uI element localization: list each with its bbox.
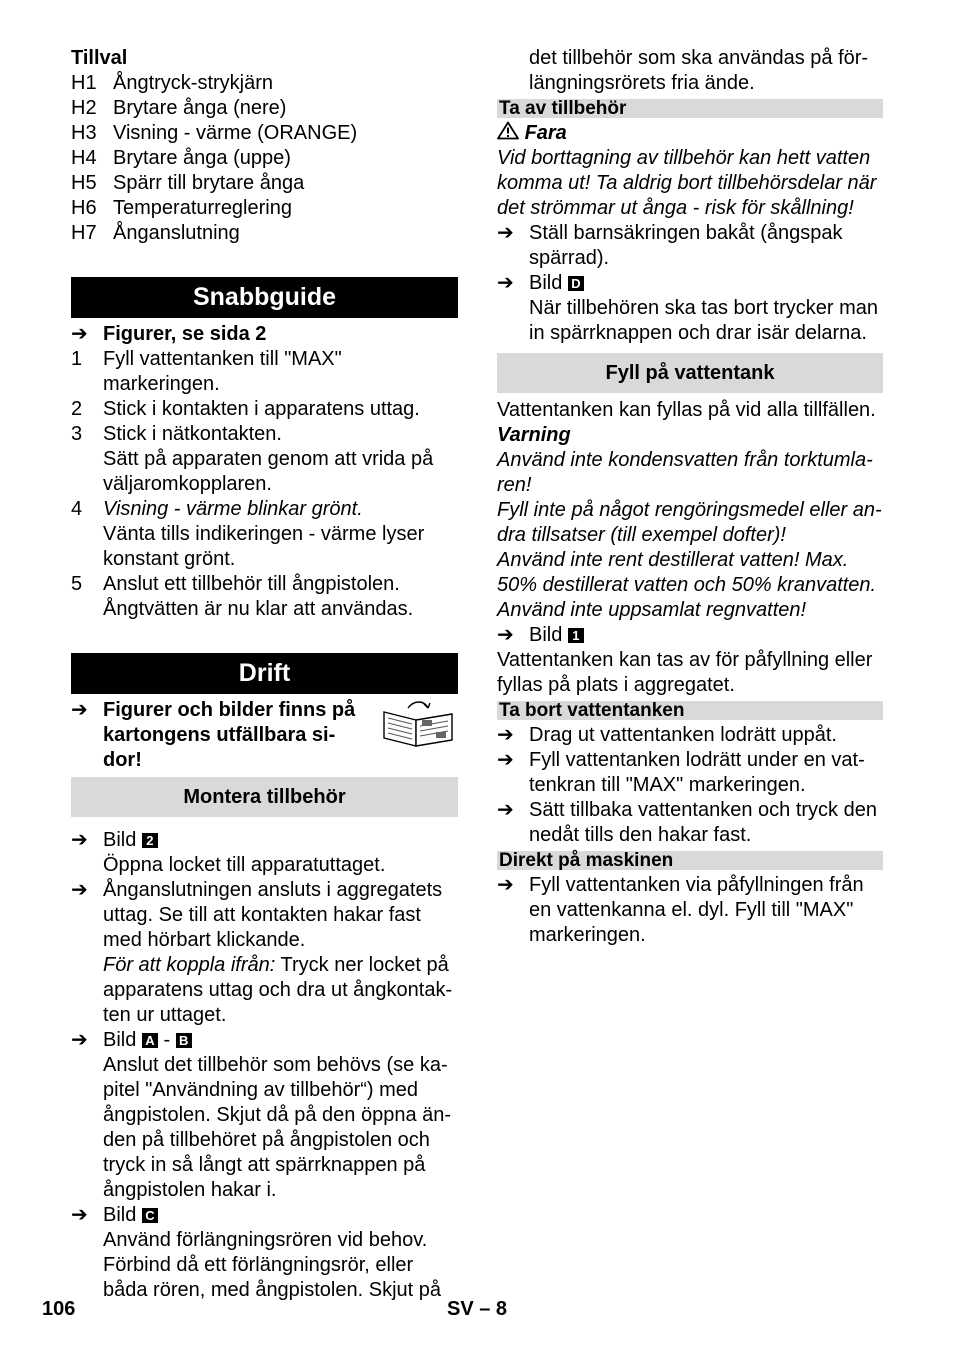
varning-1: Använd inte kondensvatten från torktumla-ren!	[497, 449, 873, 496]
montera-heading: Montera tillbehör	[71, 777, 458, 817]
figure-badge: C	[142, 1208, 158, 1223]
arrow-right-icon: ➔	[497, 222, 514, 244]
arrow-right-icon: ➔	[497, 749, 514, 771]
varning-4: Använd inte uppsamlat regnvatten!	[497, 599, 807, 621]
arrow-right-icon: ➔	[497, 874, 514, 896]
snabbguide-note: ➔ Figurer, se sida 2	[71, 323, 267, 345]
drift-heading: Drift	[71, 653, 458, 694]
right-column	[497, 46, 883, 948]
ta-av-step-1: ➔ Ställ barnsäkringen bakåt (ångspak spärrad).	[497, 222, 843, 269]
warning-triangle-icon	[497, 121, 519, 140]
arrow-right-icon: ➔	[71, 829, 88, 851]
list-item: H2 Brytare ånga (nere)	[71, 97, 287, 119]
step-3: 3 Stick i nätkontakten. Sätt på apparaten genom att vrida på väljaromkopplaren.	[71, 423, 434, 495]
continued-text: det tillbehör som ska användas på för-längningsrörets fria ände.	[529, 47, 869, 94]
left-column	[71, 46, 458, 1303]
arrow-right-icon: ➔	[71, 699, 88, 721]
ta-bort-heading: Ta bort vattentanken	[497, 701, 883, 720]
fara-label: Fara	[497, 121, 883, 146]
varning-label: Varning	[497, 424, 571, 446]
figure-badge: B	[176, 1033, 192, 1048]
arrow-right-icon: ➔	[71, 1204, 88, 1226]
tillval-list	[71, 71, 458, 246]
figure-badge: 2	[142, 833, 158, 848]
list-item: H7 Ånganslutning	[71, 222, 240, 244]
step-2: 2 Stick i kontakten i apparatens uttag.	[71, 398, 420, 420]
step-5: 5 Anslut ett tillbehör till ångpistolen. Ångtvätten är nu klar att användas.	[71, 573, 414, 620]
montera-step-3: ➔ Bild A - B Anslut det tillbehör som behövs (se ka-pitel "Användning av tillbehör“) med ångpistolen. Skjut då på den öppna än-den på tillbehöret på ångpistolen och tryck in så långt att spärrknappen på ångpistolen hakar i.	[71, 1029, 452, 1201]
tillval-title: Tillval	[71, 47, 128, 69]
list-item: H5 Spärr till brytare ånga	[71, 172, 305, 194]
arrow-right-icon: ➔	[71, 1029, 88, 1051]
arrow-right-icon: ➔	[71, 323, 88, 345]
step-1: 1 Fyll vattentanken till "MAX" markeringen.	[71, 348, 342, 395]
arrow-right-icon: ➔	[497, 272, 514, 294]
montera-step-1: ➔ Bild 2 Öppna locket till apparatuttaget.	[71, 829, 386, 876]
arrow-right-icon: ➔	[497, 624, 514, 646]
arrow-right-icon: ➔	[497, 799, 514, 821]
direkt-step-1: ➔ Fyll vattentanken via påfyllningen från en vattenkanna el. dyl. Fyll till "MAX" markeringen.	[497, 874, 864, 946]
figure-badge: D	[568, 276, 584, 291]
list-item: H1 Ångtryck-strykjärn	[71, 72, 274, 94]
section-marker: SV – 8	[447, 1298, 508, 1320]
varning-3: Använd inte rent destillerat vatten! Max. 50% destillerat vatten och 50% kranvatten.	[497, 549, 877, 596]
open-manual-icon	[376, 698, 458, 750]
ta-bort-step-2: ➔ Fyll vattentanken lodrätt under en vat-tenkran till "MAX" markeringen.	[497, 749, 865, 796]
fyll-intro: Vattentanken kan fyllas på vid alla tillfällen.	[497, 399, 876, 421]
montera-step-2: ➔ Ånganslutningen ansluts i aggregatets uttag. Se till att kontakten hakar fast med hörbart klickande. För att koppla ifrån: Tryck ner locket på apparatens uttag och dra ut ångkontak-ten ur uttaget.	[71, 879, 453, 1026]
fara-text: Vid borttagning av tillbehör kan hett vatten komma ut! Ta aldrig bort tillbehörsdelar när det strömmar ut ånga - risk för skållning!	[497, 147, 877, 219]
direkt-heading: Direkt på maskinen	[497, 851, 883, 870]
arrow-right-icon: ➔	[497, 724, 514, 746]
ta-av-heading: Ta av tillbehör	[497, 99, 883, 118]
montera-step-4: ➔ Bild C Använd förlängningsrören vid behov. Förbind då ett förlängningsrör, eller båda rören, med ångpistolen. Skjut på	[71, 1204, 441, 1301]
ta-bort-step-3: ➔ Sätt tillbaka vattentanken och tryck den nedåt tills den hakar fast.	[497, 799, 877, 846]
list-item: H4 Brytare ånga (uppe)	[71, 147, 291, 169]
varning-2: Fyll inte på något rengöringsmedel eller an-dra tillsatser (till exempel dofter)!	[497, 499, 882, 546]
figure-badge: 1	[568, 628, 584, 643]
drift-note: ➔ Figurer och bilder finns på kartongens utfällbara si-dor!	[71, 698, 458, 773]
ta-av-step-2: ➔ Bild D När tillbehören ska tas bort trycker man in spärrknappen och drar isär delarna.	[497, 272, 879, 344]
list-item: H6 Temperaturreglering	[71, 197, 292, 219]
figure-badge: A	[142, 1033, 158, 1048]
page-number: 106	[42, 1298, 76, 1320]
fyll-bild: ➔ Bild 1	[497, 623, 883, 648]
arrow-right-icon: ➔	[71, 879, 88, 901]
list-item: H3 Visning - värme (ORANGE)	[71, 122, 358, 144]
step-4: 4 Visning - värme blinkar grönt. Vänta tills indikeringen - värme lyser konstant grönt.	[71, 498, 425, 570]
ta-bort-step-1: ➔ Drag ut vattentanken lodrätt uppåt.	[497, 724, 837, 746]
fyll-heading: Fyll på vattentank	[497, 353, 883, 393]
snabbguide-heading: Snabbguide	[71, 277, 458, 318]
fyll-text: Vattentanken kan tas av för påfyllning eller fyllas på plats i aggregatet.	[497, 649, 873, 696]
